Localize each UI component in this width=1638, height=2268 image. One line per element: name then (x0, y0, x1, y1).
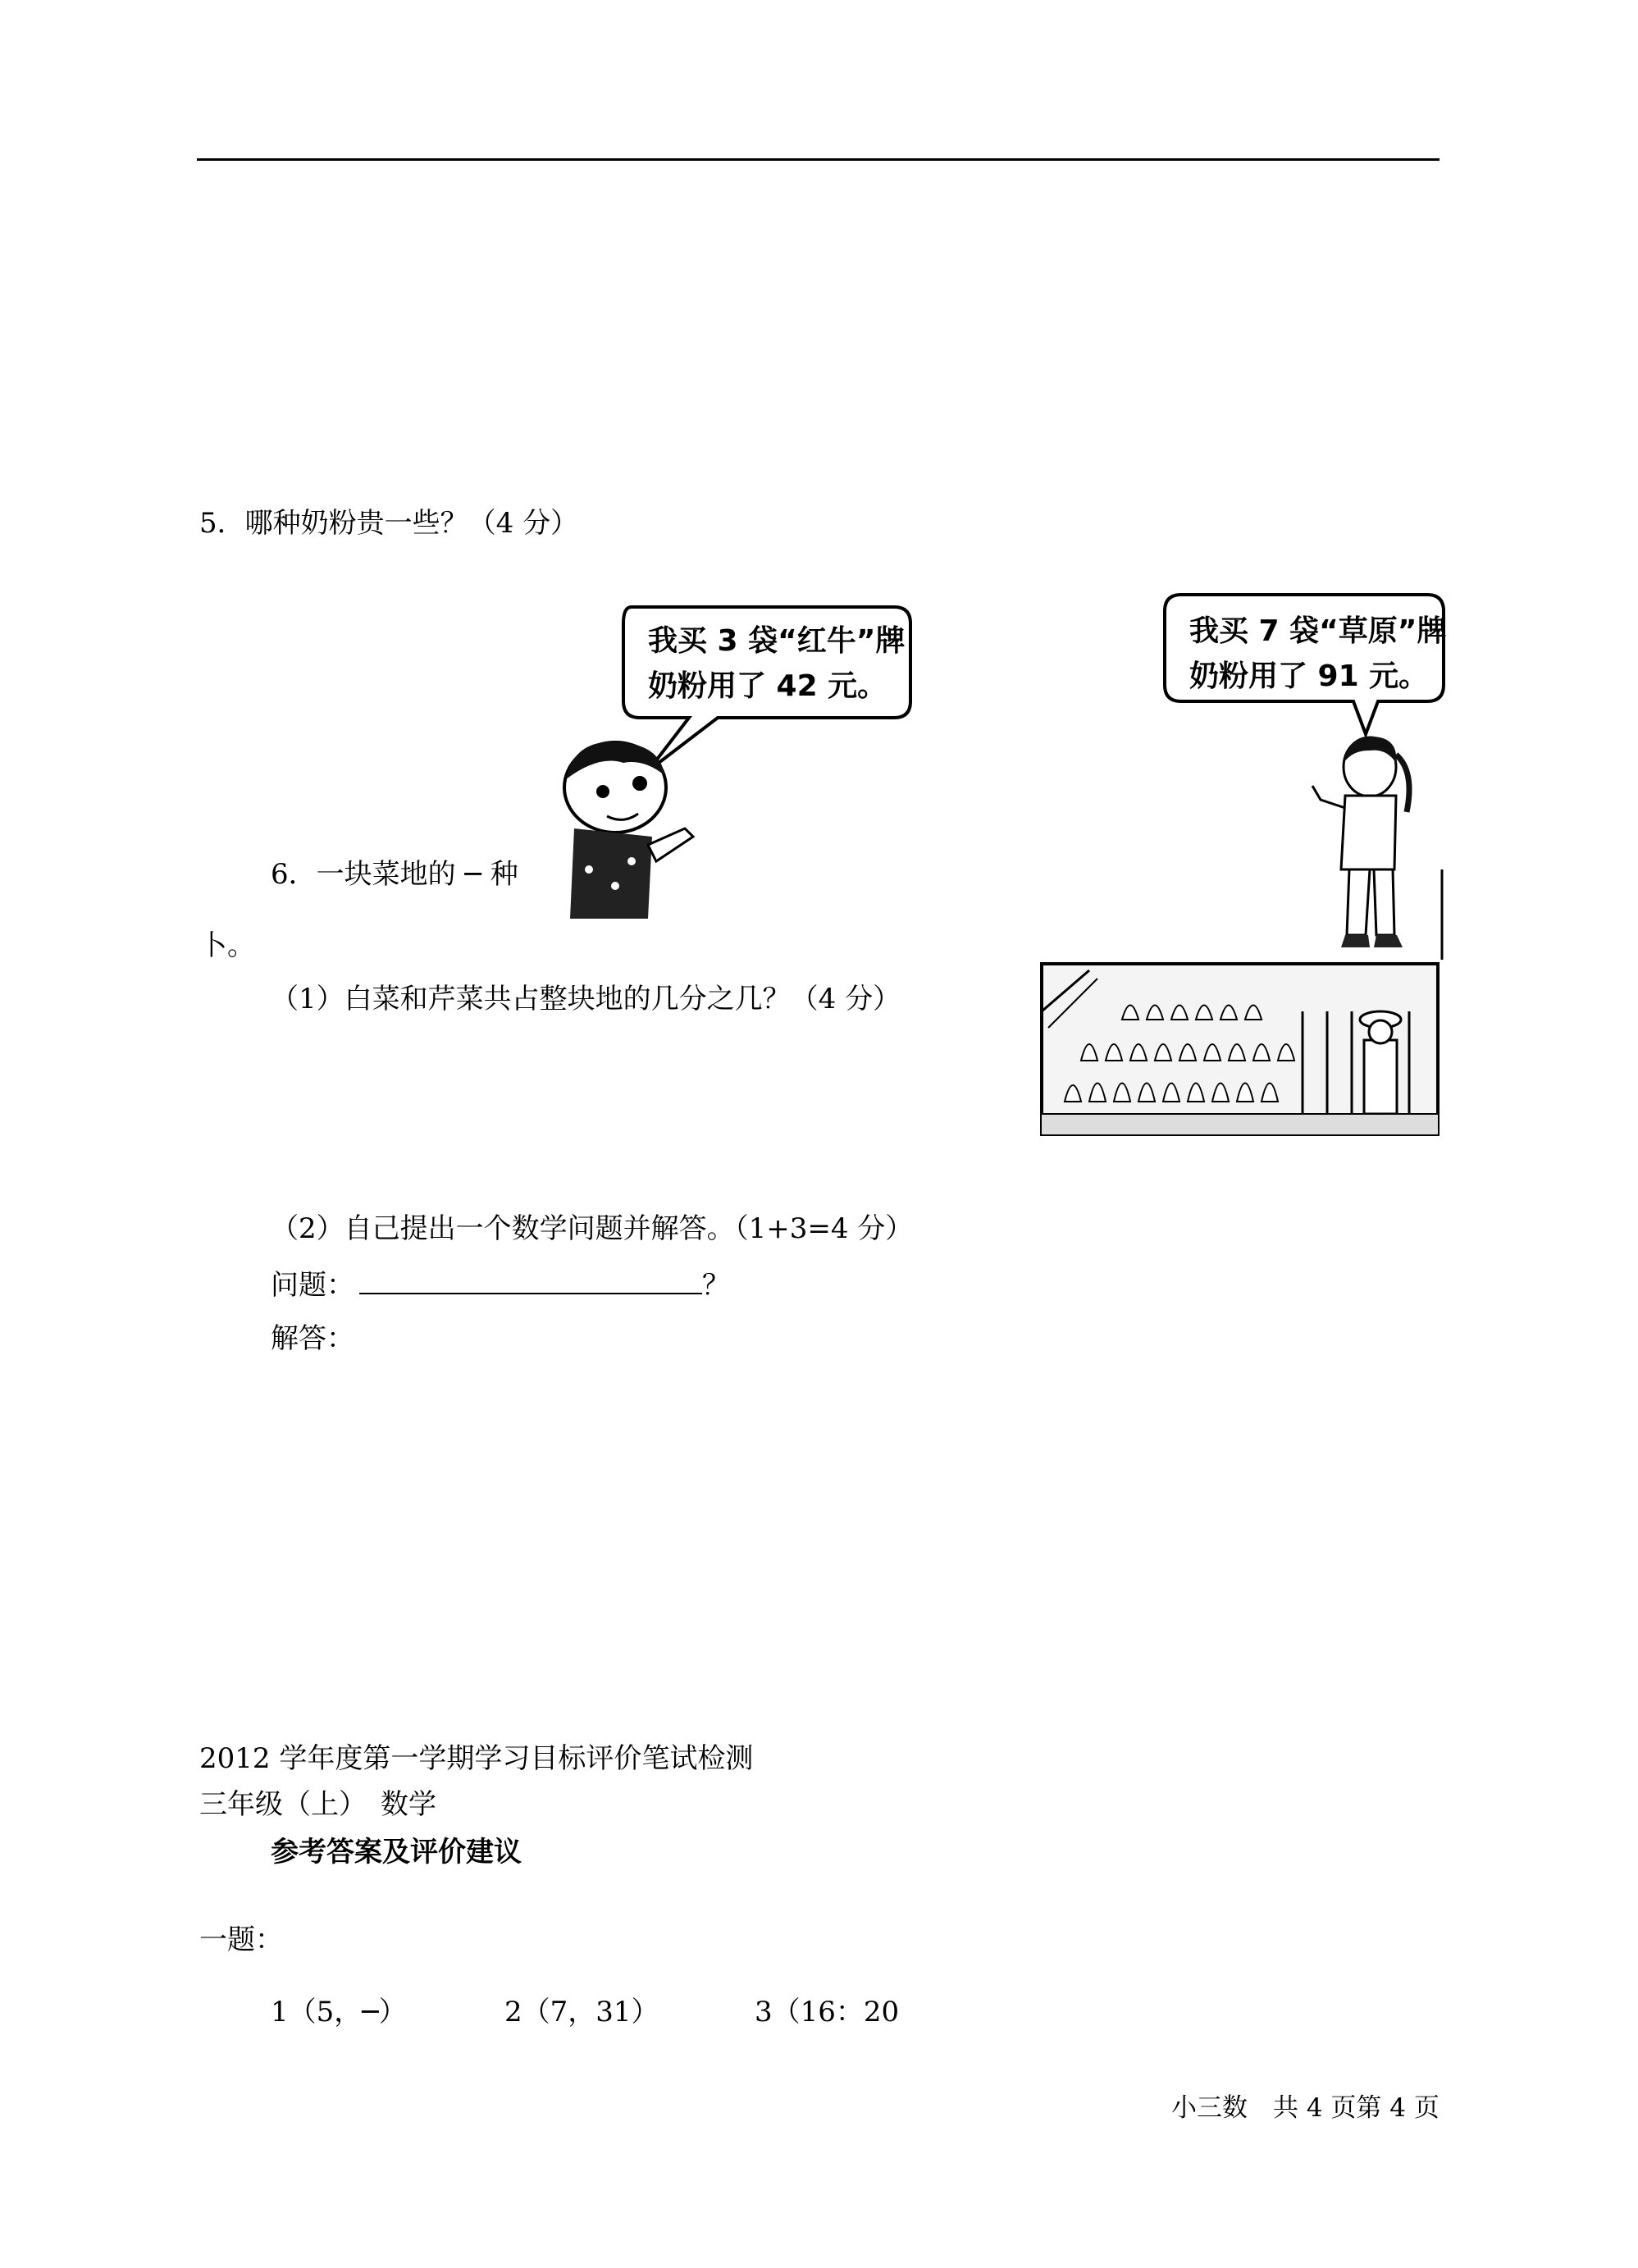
answer-key-grade: 三年级（上） 数学 (199, 1788, 436, 1821)
question-6-part1: （1）白菜和芹菜共占整块地的几分之几？（4 分） (271, 983, 901, 1015)
answer-key-subheading: 参考答案及评价建议 (271, 1836, 522, 1869)
question-6-part2: （2）自己提出一个数学问题并解答。（1+3=4 分） (271, 1212, 914, 1245)
page-footer: 小三数 共 4 页第 4 页 (1171, 2093, 1440, 2123)
girl-illustration (1165, 574, 1447, 968)
question-end-mark: ？ (702, 1269, 730, 1302)
header-rule (197, 158, 1440, 161)
bubble-left-line2: 奶粉用了 42 元。 (648, 669, 887, 703)
question-6-intro: 6．一块菜地的 ─ 种 (271, 858, 518, 891)
answer-item-3: 3（16：20 (755, 1996, 900, 2028)
answer-label: 解答： (271, 1322, 354, 1355)
bubble-left-line1: 我买 3 袋“红牛”牌 (648, 624, 906, 658)
bubble-right-line1: 我买 7 袋“草原”牌 (1189, 614, 1447, 648)
vegetable-field-image (1040, 962, 1440, 1136)
question-blank[interactable] (359, 1268, 702, 1294)
answer-item-1: 1（5，─） (271, 1996, 407, 2028)
bubble-right-line2: 奶粉用了 91 元。 (1189, 659, 1429, 693)
question-line (271, 1268, 730, 1302)
question-label: 问题： (271, 1269, 354, 1302)
question-6-intro-tail: 卜。 (199, 929, 255, 962)
question-5-title: 5．哪种奶粉贵一些？（4 分） (199, 507, 579, 540)
section-1-label: 一题： (199, 1923, 283, 1956)
answer-key-heading: 2012 学年度第一学期学习目标评价笔试检测 (199, 1742, 754, 1775)
boy-illustration (541, 591, 919, 919)
answer-item-2: 2（7，31） (504, 1996, 659, 2028)
